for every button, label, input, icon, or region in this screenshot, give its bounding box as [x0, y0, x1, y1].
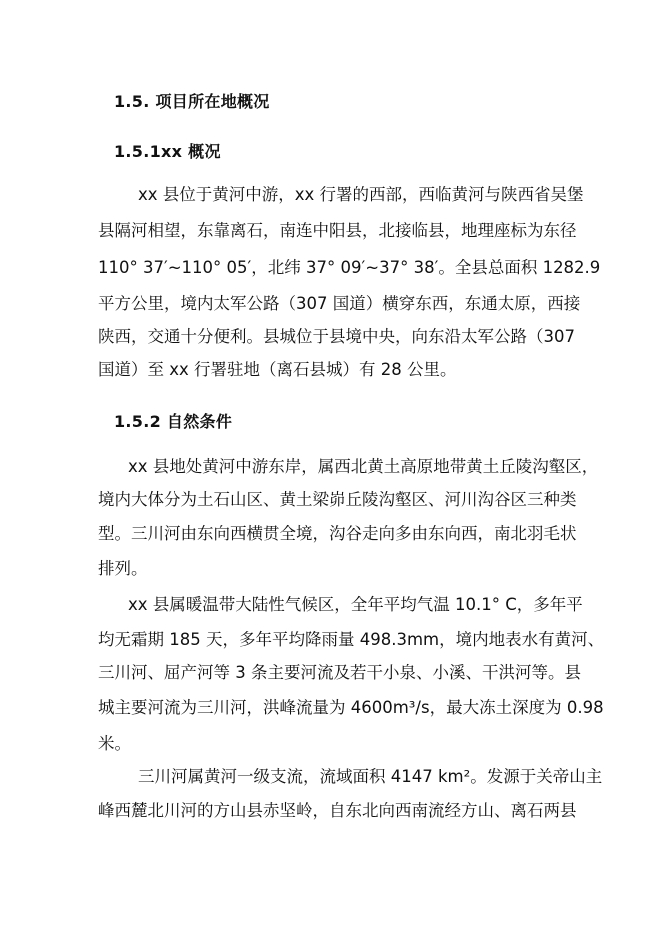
paragraph-line: 三川河、屈产河等 3 条主要河流及若干小泉、小溪、干洪河等。县: [98, 663, 581, 682]
paragraph-line: 县隔河相望，东靠离石，南连中阳县，北接临县，地理座标为东径: [98, 221, 577, 240]
paragraph-line: 均无霜期 185 天，多年平均降雨量 498.3mm，境内地表水有黄河、: [98, 630, 605, 649]
section-heading-1-5-1: 1.5.1xx 概况: [114, 142, 221, 161]
paragraph-line: 陕西，交通十分便利。县城位于县境中央，向东沿太军公路（307: [98, 327, 575, 346]
paragraph-line: 国道）至 xx 行署驻地（离石县城）有 28 公里。: [98, 360, 457, 379]
paragraph-line: 110° 37′~110° 05′，北纬 37° 09′~37° 38′。全县总面积 1282.9: [98, 258, 601, 277]
paragraph-line: xx 县属暖温带大陆性气候区，全年平均气温 10.1° C，多年平: [128, 595, 583, 614]
paragraph-line: 平方公里，境内太军公路（307 国道）横穿东西，东通太原，西接: [98, 294, 581, 313]
paragraph-line: 峰西麓北川河的方山县赤坚岭，自东北向西南流经方山、离石两县: [98, 801, 577, 820]
paragraph-line: 排列。: [98, 559, 148, 578]
paragraph-line: 米。: [98, 734, 131, 753]
section-heading-1-5: 1.5. 项目所在地概况: [114, 92, 270, 111]
paragraph-line: xx 县地处黄河中游东岸，属西北黄土高原地带黄土丘陵沟壑区，: [128, 457, 599, 476]
section-heading-1-5-2: 1.5.2 自然条件: [114, 412, 233, 431]
paragraph-line: 城主要河流为三川河，洪峰流量为 4600m³/s，最大冻土深度为 0.98: [98, 698, 604, 717]
paragraph-line: 三川河属黄河一级支流，流域面积 4147 km²。发源于关帝山主: [138, 767, 603, 786]
paragraph-line: 型。三川河由东向西横贯全境，沟谷走向多由东向西，南北羽毛状: [98, 524, 577, 543]
paragraph-line: xx 县位于黄河中游，xx 行署的西部，西临黄河与陕西省吴堡: [138, 185, 584, 204]
paragraph-line: 境内大体分为土石山区、黄土梁峁丘陵沟壑区、河川沟谷区三种类: [98, 490, 577, 509]
